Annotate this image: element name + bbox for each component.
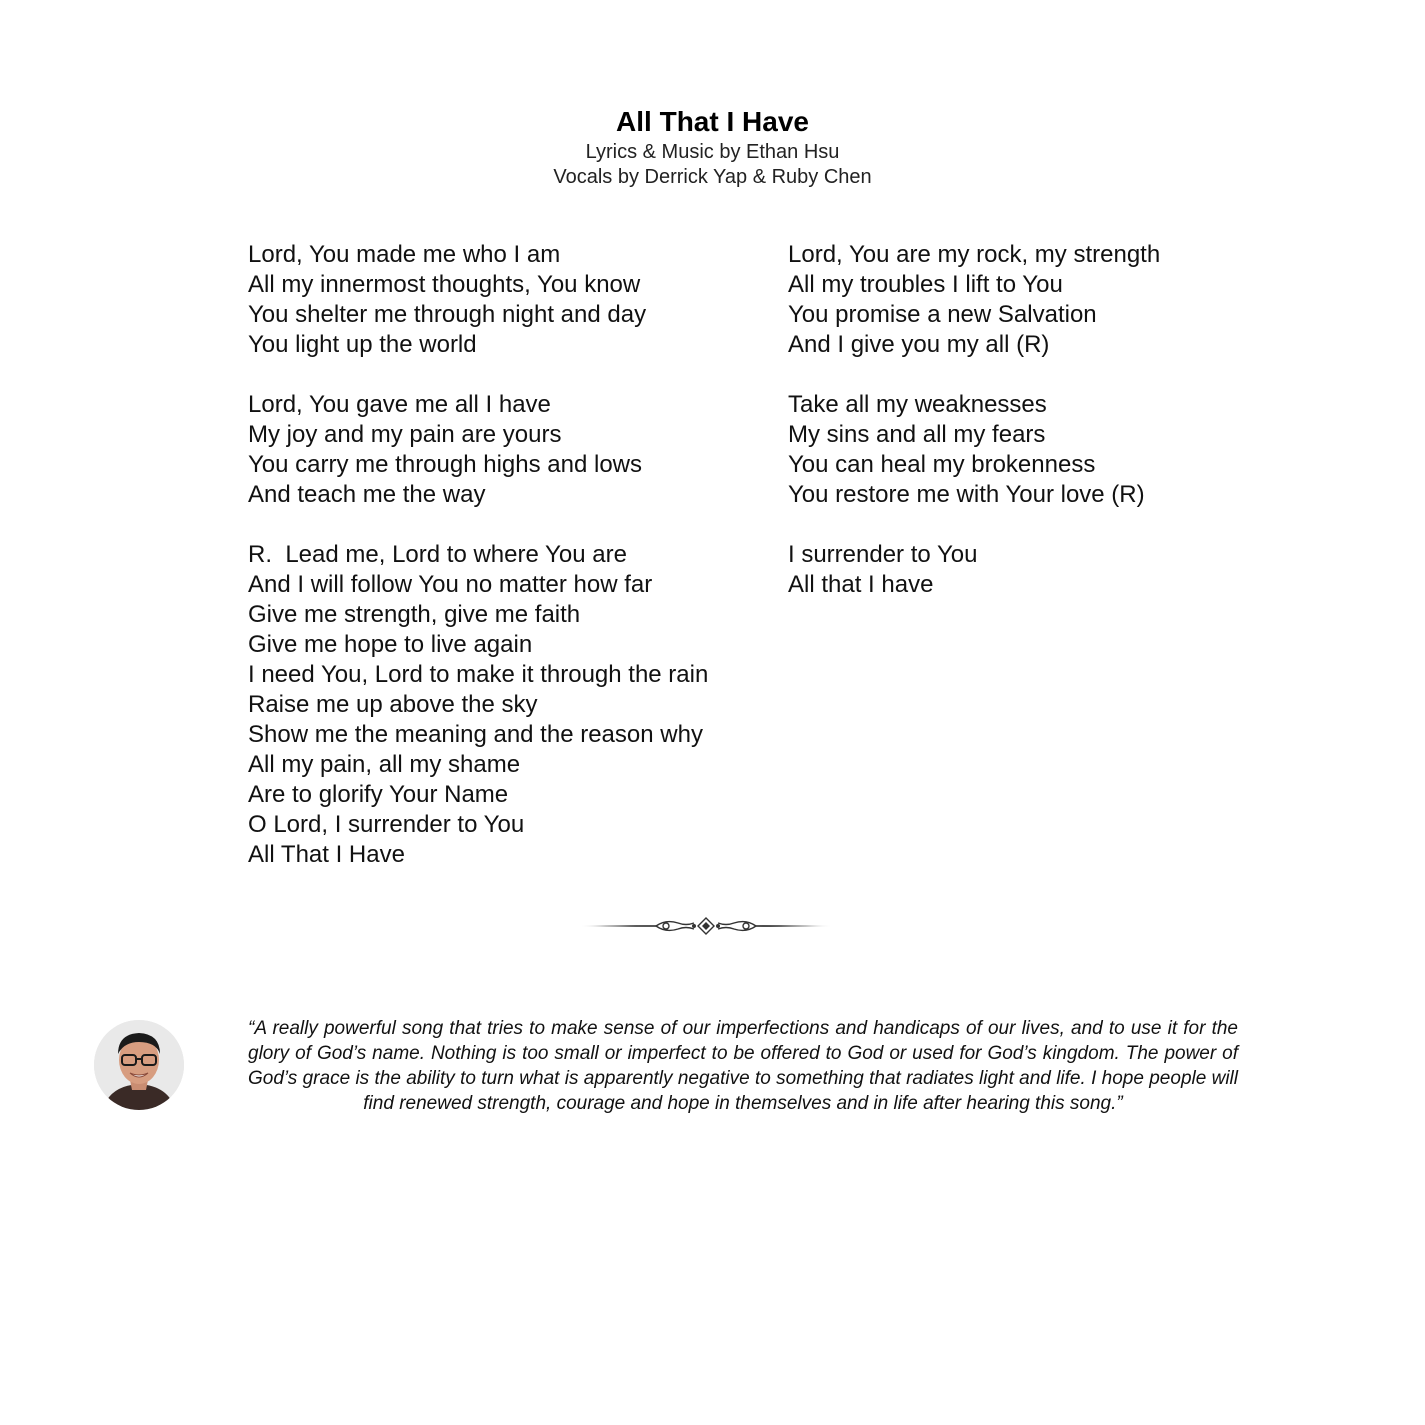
lyric-line: And I will follow You no matter how far — [248, 571, 653, 598]
artist-quote: “A really powerful song that tries to make sense of our imperfections and handicaps of our lives, and to use it for the glory of God’s name. Nothing is too small or imperfect to be offered to God or used for God’s kingdom. The power of God’s grace is the ability to turn what is apparently negative to something that radiates light and life. I hope people will find renewed strength, courage and hope in themselves and in life after hearing this song.” — [248, 1018, 1238, 1114]
song-title: All That I Have — [616, 106, 809, 137]
lyric-line: You promise a new Salvation — [788, 301, 1097, 328]
lyric-line: Give me strength, give me faith — [248, 601, 581, 628]
lyric-line: Lord, You made me who I am — [248, 241, 561, 268]
vocals-line: Vocals by Derrick Yap & Ruby Chen — [553, 166, 872, 188]
lyric-line: And teach me the way — [248, 481, 486, 508]
lyric-line: I need You, Lord to make it through the rain — [248, 661, 709, 688]
lyric-line: Show me the meaning and the reason why — [248, 721, 703, 748]
verse-3 — [788, 240, 1308, 360]
lyrics-column-left — [248, 240, 768, 900]
lyric-line: R. Lead me, Lord to where You are — [248, 541, 627, 568]
lyric-line: O Lord, I surrender to You — [248, 811, 525, 838]
credits-line: Lyrics & Music by Ethan Hsu — [585, 141, 840, 163]
lyric-line: And I give you my all (R) — [788, 331, 1050, 358]
lyric-line: Are to glorify Your Name — [248, 781, 509, 808]
lyric-line: You can heal my brokenness — [788, 451, 1096, 478]
lyric-line: My sins and all my fears — [788, 421, 1046, 448]
lyric-line: Give me hope to live again — [248, 631, 533, 658]
lyric-line: You shelter me through night and day — [248, 301, 647, 328]
outro — [788, 540, 1308, 600]
verse-1 — [248, 240, 768, 360]
lyric-line: Lord, You gave me all I have — [248, 391, 551, 418]
lyric-line: All that I have — [788, 571, 934, 598]
lyric-line: All my innermost thoughts, You know — [248, 271, 641, 298]
avatar — [94, 1020, 184, 1110]
refrain — [248, 540, 768, 870]
lyric-line: All my troubles I lift to You — [788, 271, 1063, 298]
lyric-line: You light up the world — [248, 331, 477, 358]
ornamental-divider-icon — [578, 910, 834, 942]
lyric-line: Take all my weaknesses — [788, 391, 1047, 418]
lyric-line: My joy and my pain are yours — [248, 421, 562, 448]
lyric-line: All That I Have — [248, 841, 405, 868]
lyric-line: Lord, You are my rock, my strength — [788, 241, 1161, 268]
verse-4 — [788, 390, 1308, 510]
portrait-photo — [94, 1020, 184, 1110]
lyrics-column-right — [788, 240, 1308, 630]
lyric-line: Raise me up above the sky — [248, 691, 538, 718]
verse-2 — [248, 390, 768, 510]
lyric-line: You carry me through highs and lows — [248, 451, 643, 478]
lyric-line: All my pain, all my shame — [248, 751, 521, 778]
song-header — [0, 104, 1425, 190]
lyric-line: You restore me with Your love (R) — [788, 481, 1145, 508]
lyric-line: I surrender to You — [788, 541, 978, 568]
